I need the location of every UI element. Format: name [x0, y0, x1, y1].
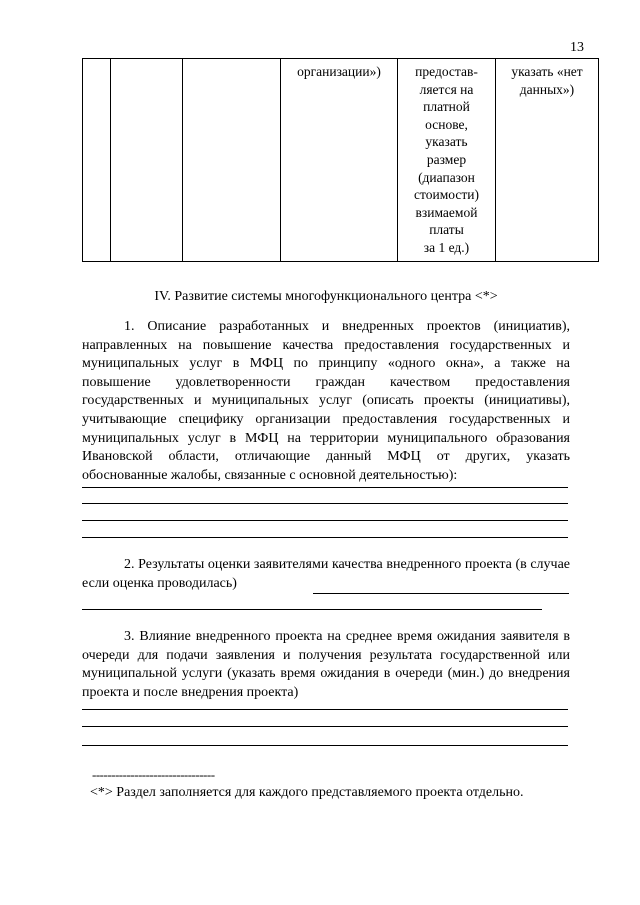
answer-line[interactable] [82, 487, 568, 488]
answer-line[interactable] [82, 609, 542, 610]
table-cell [83, 59, 111, 262]
paragraph-1 [82, 318, 570, 485]
paragraph-1-text: 1. Описание разработанных и внедренных проектов (инициатив), направленных на повышение качества предоставления государственных и муниципальных услуг в МФЦ по принципу «одного окна», а также на повышение удовлетворенности граждан качеством предоставления государственных и муниципальных услуг (описать проекты (инициативы), учитывающие специфику организации предоставления государственных и муниципальных услуг в МФЦ на территории муниципального образования Ивановской области, отличающие данный МФЦ от других, указать обоснованные жалобы, связанные с основной деятельностью): [82, 319, 570, 483]
answer-line[interactable] [82, 726, 568, 727]
table-cell [183, 59, 281, 262]
page-number: 13 [570, 40, 584, 55]
paragraph-3 [82, 628, 570, 702]
answer-line[interactable] [82, 503, 568, 504]
paragraph-2-text: 2. Результаты оценки заявителями качества внедренного проекта (в случае если оценка проводилась) [82, 557, 570, 591]
table-cell: предостав- ляется на платной основе, указать размер (диапазон стоимости) взимаемой платы за 1 ед.) [398, 59, 496, 262]
table-cell [111, 59, 183, 262]
answer-line[interactable] [82, 520, 568, 521]
answer-line[interactable] [82, 709, 568, 710]
footnote-separator: -------------------------------- [92, 767, 215, 782]
footnote-text: <*> Раздел заполняется для каждого представляемого проекта отдельно. [90, 785, 524, 800]
table-cell: организации») [281, 59, 398, 262]
paragraph-2 [82, 556, 570, 593]
table-row [83, 59, 599, 262]
answer-line[interactable] [82, 745, 568, 746]
paragraph-3-text: 3. Влияние внедренного проекта на среднее время ожидания заявителя в очереди для подачи заявления и получения результата государственной или муниципальной услуги (указать время ожидания в очереди (мин.) до внедрения проекта и после внедрения проекта) [82, 629, 570, 700]
answer-line[interactable] [82, 537, 568, 538]
continued-table [82, 58, 599, 262]
answer-line[interactable] [313, 593, 569, 594]
table-cell: указать «нет данных») [496, 59, 599, 262]
section-heading: IV. Развитие системы многофункционального центра <*> [154, 289, 498, 304]
